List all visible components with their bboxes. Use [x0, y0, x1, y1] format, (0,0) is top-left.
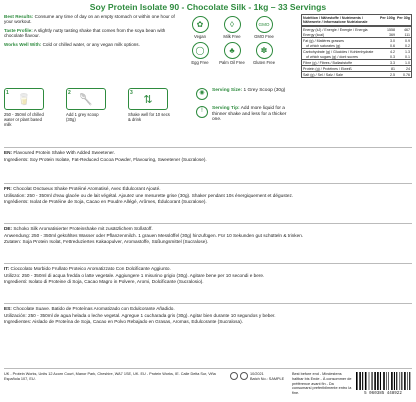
product-title: Soy Protein Isolate 90 - Chocolate Silk - 1kg – 33 Servings [89, 2, 327, 12]
lang-block [4, 150, 412, 163]
lang-line [4, 199, 412, 206]
value-per-30g: 0.1 [405, 54, 410, 59]
scoop-icon [66, 88, 106, 110]
lang-text: Chocolat Onctueux Shake Protéiné Aromatisé, Avec Édulcorant Ajouté. [13, 186, 161, 191]
barcode-bar [404, 372, 406, 390]
value-per-30g: 24 [406, 66, 410, 71]
nutrient-name: of which sugars (g) / dont sucres [306, 54, 358, 59]
nutrition-rows [302, 26, 411, 77]
value-per-30g: 467 [404, 27, 410, 32]
badge-label: Palm Oil Free [219, 60, 245, 65]
serving-tip-label: Serving Tip: [212, 106, 240, 111]
lang-text: Ingredients: Soy Protein Isolate, Fat-Reduced Cocoa Powder, Flavouring, Sweetener (Sucralose). [4, 156, 207, 162]
lang-code: FR: [4, 186, 12, 191]
badge-gmo-free [250, 16, 278, 39]
egg-free-icon: ◯ [192, 42, 209, 59]
lang-line [4, 233, 412, 240]
gmo-free-icon: GMO [256, 16, 273, 33]
taste-profile-label: Taste Profile: [4, 27, 33, 33]
milk-free-icon: ◊ [224, 16, 241, 33]
taste-profile-text: A slightly nutty tasting shake that comes from the soya bean with chocolate flavour. [4, 27, 166, 39]
divider [4, 183, 412, 184]
barcode-bar [391, 372, 393, 390]
lang-text: Anwendung: 250 - 350ml gekühltes Wasser oder Pflanzenmilch. 1 grauen Messlöffel (30g) hinzufügen. Für 10 Sekunden gut schütteln & trinken. [4, 232, 304, 238]
nutrition-header [302, 15, 411, 26]
badge-label: Egg Free [191, 60, 209, 65]
value-per-100g: 2.5 [390, 72, 395, 77]
lang-text: Schoko Silk Aromatisierter Proteinshake mit zusätzlichem Süßstoff. [13, 226, 153, 231]
serving-size-text: 1 Grey Scoop (30g) [243, 88, 286, 93]
nutrient-name: Carbohydrate (g) / Glucides / Kohlenhydrate [303, 49, 374, 54]
value-per-100g: 0.3 [390, 54, 395, 59]
usage-info [4, 14, 180, 50]
shaker-icon [128, 88, 168, 110]
nutrient-name: of which saturates (g) [306, 43, 341, 48]
nutrition-header-100g: Per 100g [380, 16, 395, 20]
vegan-icon: ✿ [192, 16, 209, 33]
barcode-bar [401, 372, 402, 390]
serving-tip-text: Add more liquid for a thinner shake and less for a thicker one. [212, 106, 287, 123]
lang-text: Cioccolato Morbido Frullato Proteico Aromatizzato Con Dolcificante Aggiunto. [10, 266, 171, 271]
badge-vegan [186, 16, 214, 39]
lot-box [230, 372, 286, 382]
step-number: 2 [68, 90, 71, 96]
lang-line [4, 226, 412, 233]
value-per-30g: 0.2 [405, 43, 410, 48]
works-well-with [4, 42, 180, 47]
barcode-bar [359, 372, 361, 390]
lang-text: Chocolate Suave. Batido de Proteínas Aromatizado con Edulcorante Añadido. [13, 306, 175, 311]
barcode-bar [386, 372, 387, 390]
divider [4, 303, 412, 304]
serving-size-label: Serving Size: [212, 88, 243, 93]
badge-palm-oil-free [218, 42, 246, 65]
batch-number: Batch No.: SAMPLE [250, 376, 285, 381]
step-glyph: 🥛 [17, 93, 31, 106]
lang-line [4, 273, 412, 280]
lang-code: DE: [4, 226, 13, 231]
nutrition-row [302, 71, 411, 77]
lang-code: EN: [4, 150, 13, 155]
lang-line [4, 319, 412, 326]
step-number: 1 [6, 90, 9, 96]
step-2 [66, 88, 108, 122]
lang-line [4, 186, 412, 193]
lang-block [4, 186, 412, 206]
lang-line [4, 157, 412, 164]
barcode-bar [377, 372, 379, 390]
mixing-steps [4, 88, 192, 130]
divider [4, 147, 412, 148]
lang-text: Utilisation: 250 - 350ml d'eau glacée ou de lait végétal. Ajoutez une mesurette grise (30g). Shaker pendant 10s énergiquement et dégustez. [4, 192, 294, 198]
nutrition-row [302, 59, 411, 65]
serving-info [196, 88, 294, 129]
nutrition-row [302, 48, 411, 54]
top-section [4, 14, 412, 160]
barcode-bar [383, 372, 385, 390]
barcode-bar [365, 372, 367, 390]
best-results-text: Consume any time of day on an empty stomach or within one hour of your workout. [4, 14, 175, 25]
barcode-bar [400, 372, 401, 390]
lang-text: Zutaten: Soja Protein Isolat, Fettreduziertes Kakaopulver, Aromastoffe, Süßungsmittel (Sucralose). [4, 239, 209, 245]
step-glyph: ⇅ [143, 93, 153, 106]
divider [4, 223, 412, 224]
barcode-bar [374, 372, 376, 390]
step-text: Add 1 grey scoop (30g) [66, 112, 99, 122]
lang-text: Ingredienti: Isolato di Proteine di Soja, Cacao Magro in Polvere, Aromi, Dolcificante (Sucralosio). [4, 279, 204, 285]
value-per-30g: 111 [404, 32, 410, 37]
best-results-label: Best Results: [4, 14, 34, 19]
barcode-bar [396, 372, 397, 390]
value-per-100g: 0.6 [390, 43, 395, 48]
value-per-100g: 4.2 [390, 49, 395, 54]
gluten-free-icon: ✽ [256, 42, 273, 59]
serving-tip [196, 106, 294, 123]
value-per-30g: 1.3 [405, 49, 410, 54]
barcode-bar [388, 372, 389, 390]
nutrition-header-label: Nutrition / Nährstoffe / Nutriments / Nährwerte / Informazione Nutrizionale [303, 16, 368, 25]
lang-block [4, 226, 412, 246]
step-3 [128, 88, 170, 122]
company-address: UK - Protein Works, Units 12 Acorn Court, Manor Park, Cheshire, WA7 1SE, UK. EU - Protein Works, IE. Calle Delta Sur, Viña Española 107, EU. [4, 372, 216, 381]
lang-block [4, 266, 412, 286]
lang-text: Ingrédients: Isolat de Protéine de Soja, Cacao en Poudre Allégé, Arômes, Édulcorant (Sucralose). [4, 199, 207, 205]
barcode-bar [407, 372, 408, 390]
barcode-lines [354, 372, 412, 390]
badge-label: Vegan [194, 34, 206, 39]
barcode-bar [409, 372, 410, 390]
lang-text: Utilización: 250 - 350ml de agua helada o leche vegetal. Agregue 1 cucharada gris (30g). Agitar bien durante 10 segundos y beber. [4, 312, 276, 318]
nutrition-row [302, 26, 411, 32]
nutrient-name: Fat (g) / Matières grasses [303, 38, 344, 43]
nutrient-name: Salt (g) / Sel / Salz / Sale [303, 72, 343, 77]
lang-line [4, 306, 412, 313]
badge-label: Milk Free [223, 34, 241, 39]
divider [4, 263, 412, 264]
step-glyph: 🥄 [79, 93, 93, 106]
lang-block [4, 306, 412, 326]
value-per-30g: 1.0 [405, 60, 410, 65]
value-per-100g: 3.3 [390, 60, 395, 65]
value-per-100g: 369 [389, 32, 395, 37]
step-number: 3 [130, 90, 133, 96]
barcode [354, 372, 412, 396]
lang-text: Flavoured Protein Shake With Added Sweetener. [13, 150, 116, 155]
value-per-100g: 81 [391, 66, 395, 71]
divider [4, 368, 412, 369]
value-per-30g: 0.76 [403, 72, 410, 77]
value-per-100g: 1558 [387, 27, 395, 32]
lang-line [4, 150, 412, 157]
badge-egg-free [186, 42, 214, 65]
step-1 [4, 88, 46, 127]
barcode-bar [394, 372, 395, 390]
badge-label: Gluten Free [252, 60, 276, 65]
works-well-text: Cold or chilled water, or any vegan milk options. [42, 41, 140, 47]
lang-code: ES: [4, 306, 12, 311]
lang-line [4, 279, 412, 286]
nutrient-name: Energy (kJ) / Energie / Énergie / Energia [303, 27, 368, 32]
nutrition-header-30g: Per 30g [397, 16, 410, 20]
works-well-label: Works Well With: [4, 41, 42, 47]
barcode-number: 5 060385 448922 [364, 391, 402, 396]
nutrient-name: Fibre (g) / Fibres / Ballaststoffe [303, 60, 353, 65]
bin-icon [240, 372, 248, 380]
lang-line [4, 239, 412, 246]
glass-icon [4, 88, 44, 110]
taste-profile [4, 28, 180, 39]
lang-line [4, 266, 412, 273]
badge-gluten-free [250, 42, 278, 65]
best-results [4, 14, 180, 25]
tip-icon: ! [196, 106, 208, 118]
footer [4, 372, 412, 400]
nutrient-name: Energy (kcal) [303, 32, 325, 37]
barcode-bar [356, 372, 358, 390]
recycle-icon [230, 372, 238, 380]
scoop-icon: ◉ [196, 88, 208, 100]
nutrition-row [302, 65, 411, 71]
lang-text: Ingredientes: Aislado de Proteína de Soja, Cacao en Polvo Rebajado en Grasas, Aromas, Edulcorante (Sucralosa). [4, 319, 243, 325]
serving-size [196, 88, 294, 100]
nutrition-row [302, 37, 411, 43]
nutrition-row [302, 32, 411, 37]
step-text: 250 - 350ml of chilled water or plant based milk [4, 112, 44, 127]
value-per-30g: 0.9 [405, 38, 410, 43]
nutrition-table [301, 14, 412, 78]
palm-oil-free-icon: ♣ [224, 42, 241, 59]
nutrient-name: Protein (g) / Protéines / Eiweiß [303, 66, 352, 71]
nutrition-row [302, 54, 411, 59]
barcode-bar [362, 372, 363, 390]
lang-line [4, 313, 412, 320]
nutrition-row [302, 43, 411, 48]
barcode-bar [372, 372, 373, 390]
barcode-bar [369, 372, 370, 390]
step-text: Shake well for 10 secs & drink [128, 112, 170, 122]
badge-milk-free [218, 16, 246, 39]
lang-text: Utilizzo: 250 - 350ml di acqua fredda o latte vegetale. Aggiungere 1 misurino grigio (30g). Agitare bene per 10 secondi e bere. [4, 272, 265, 278]
lang-code: IT: [4, 266, 10, 271]
barcode-bar [380, 372, 381, 390]
value-per-100g: 3.0 [390, 38, 395, 43]
badge-label: GMO Free [254, 34, 274, 39]
best-before: Best before end - Mindestens haltbar bis Ende - À consommer de préférence avant fin - Da consumarsi preferibilmente entro la fine. [292, 372, 352, 396]
lot-date: 10/2021 [250, 372, 264, 376]
